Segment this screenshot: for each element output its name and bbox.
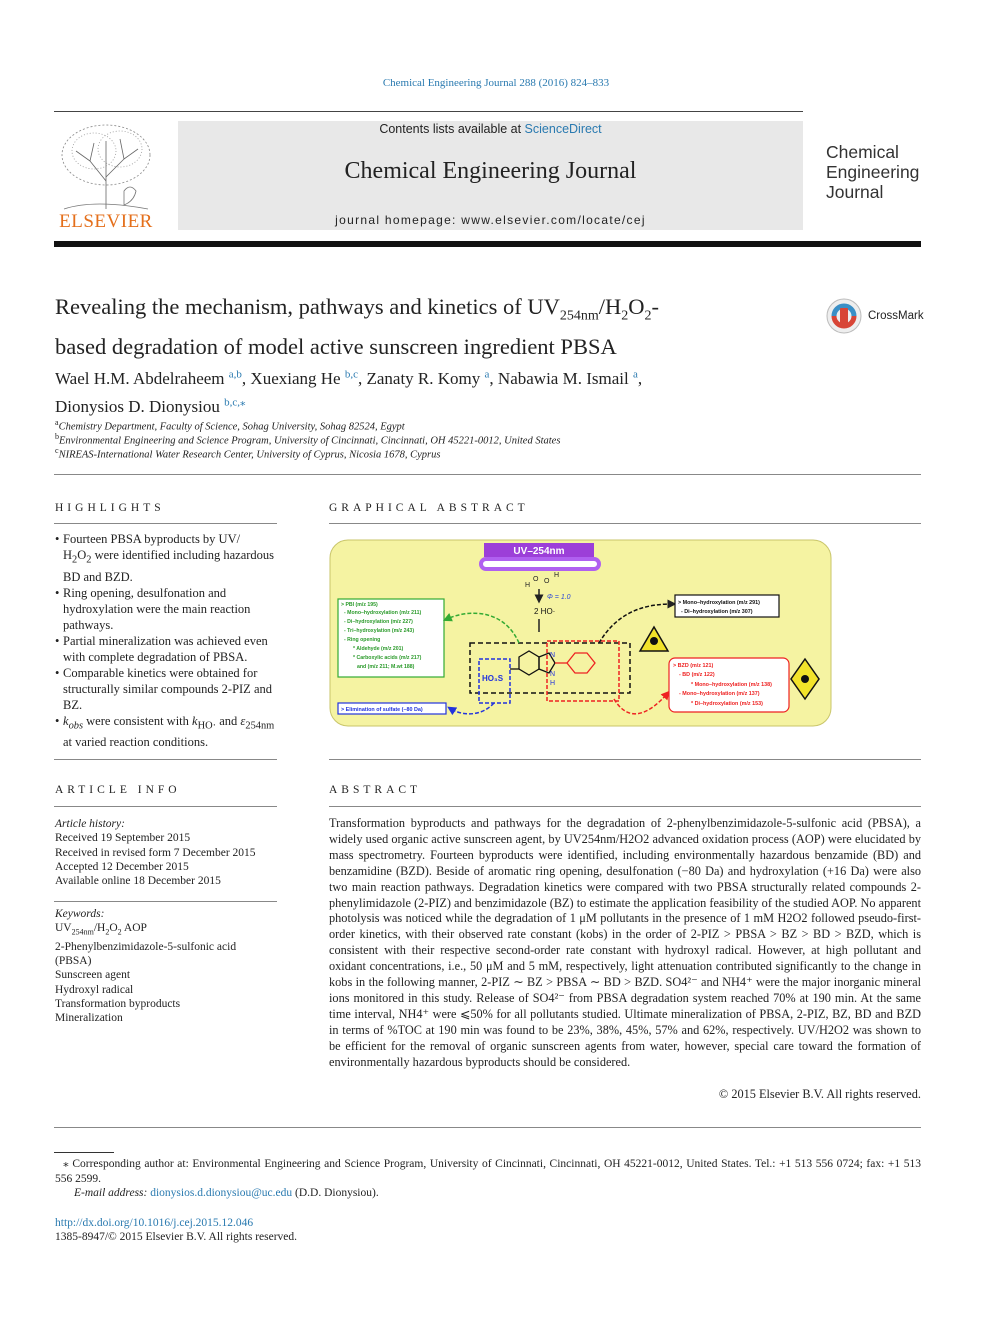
title-sub: 2: [644, 308, 652, 324]
svg-text:- Mono–hydroxylation (m/z 211): - Mono–hydroxylation (m/z 211): [344, 610, 422, 616]
svg-text:O: O: [533, 576, 539, 583]
journal-reference[interactable]: Chemical Engineering Journal 288 (2016) 824–833: [382, 77, 610, 89]
svg-text:> BZD (m/z 121): > BZD (m/z 121): [673, 663, 714, 669]
svg-text:O: O: [544, 578, 550, 585]
article-history: [55, 817, 256, 888]
svg-text:- Mono–hydroxylation (m/z 137): - Mono–hydroxylation (m/z 137): [679, 691, 760, 697]
svg-text:> Mono–hydroxylation (m/z 291): > Mono–hydroxylation (m/z 291): [678, 600, 760, 606]
header-thick-rule: [54, 241, 921, 247]
svg-text:H: H: [525, 582, 531, 589]
keyword: Hydroxyl radical: [55, 983, 134, 996]
graphical-abstract-rule: [329, 523, 921, 524]
highlight-item: • Comparable kinetics were obtained for structurally similar compounds 2-PIZ and BZ.: [55, 665, 277, 713]
svg-text:* Di–hydroxylation (m/z 153): * Di–hydroxylation (m/z 153): [691, 701, 763, 707]
h-label: H: [550, 680, 556, 687]
abstract-rule: [329, 806, 921, 807]
affiliation: $^c$NIREAS-International Water Research Center, University of Cyprus, Nicosia 1678, Cyprus: [55, 446, 441, 461]
svg-text:> PBI (m/z 195): > PBI (m/z 195): [341, 602, 378, 608]
highlights-heading: HIGHLIGHTS: [55, 502, 165, 514]
footer-rule: [54, 1127, 921, 1128]
title-sub: 254nm: [559, 308, 599, 324]
author: Zanaty R. Komy $^a$,: [366, 368, 498, 388]
journal-logo: [826, 142, 919, 202]
author: Dionysios D. Dionysiou $^{b,c,⁎}$: [55, 396, 246, 417]
affiliation: $^a$Chemistry Department, Faculty of Science, Sohag University, Sohag 82524, Egypt: [55, 418, 405, 433]
graphical-abstract-svg: [329, 539, 832, 727]
svg-text:- Ring opening: - Ring opening: [344, 637, 381, 643]
elsevier-wordmark: ELSEVIER: [59, 211, 153, 232]
highlight-item: • $k_{obs}$ were consistent with $k_{HO\cdot}$ and $\varepsilon_{254nm}$ at varied reaction conditions.: [55, 713, 277, 751]
author: Nabawia M. Ismail $^a$,: [497, 368, 643, 388]
article-info-heading: ARTICLE INFO: [55, 784, 181, 796]
email-suffix: (D.D. Dionysiou).: [292, 1187, 379, 1199]
crossmark-label: CrossMark: [868, 310, 924, 322]
author: Wael H.M. Abdelraheem $^{a,b}$,: [55, 368, 251, 388]
sciencedirect-link[interactable]: ScienceDirect: [524, 122, 602, 136]
history-label: Article history:: [55, 818, 125, 830]
journal-logo-line: Chemical: [826, 142, 899, 162]
quantum-yield-label: Φ = 1.0: [547, 594, 571, 601]
highlights-list: [55, 531, 277, 750]
elsevier-logo: [54, 121, 158, 233]
keyword: Sunscreen agent: [55, 969, 131, 982]
highlights-bottom-rule: [54, 759, 277, 760]
abstract-text: Transformation byproducts and pathways for the degradation of 2-phenylbenzimidazole-5-sulfonic acid (PBSA), a widely used organic active sunscreen agent, by UV254nm/H2O2 advanced oxidation process (AOP) were elucidated by mass spectrometry. Fourteen byproducts were identified, including environmentally hazardous benzamide (BD) and benzamidine (BZD). Beside of aromatic ring opening, desulfonation (−80 Da) and hydroxylation (+16 Da) were also two main reaction pathways. Degradation kinetics were compared with two PBSA structurally related compounds 2-phenylimidazole (2-PIZ) and benzimidazole (BZ) to estimate the application feasibility of the studied AOP. No apparent photolysis was noticed while the degradation of 1 μM pollutants in the presence of 1 mM H2O2 followed pseudo-first-order kinetics, with their observed rate constant (kobs) in the order of 2-PIZ > PBSA > BZ > BD > BZD, which is consistent with their respective second-order rate constant with hydroxyl radical. However, at high pollutant and oxidant concentrations, i.e., 50 μM and 5 mM, respectively, light attenuation contributed significantly to the change in kobs in the following manner, 2-PIZ ∼ BZ > PBSA ∼ BD > BZD. SO4²⁻ and NH4⁺ were the major inorganic mineral ions monitored in this study. Release of SO4²⁻ from PBSA degradation system reached 70% at 190 min. At the same time interval, NH4⁺ were ⩽50% for all pollutants studied. Ultimate mineralization of PBSA, 2-PIZ, BZ, BD and BZD in terms of %TOC at 190 min was found to be 23%, 38%, 45%, 57% and 62%, respectively. UV/H2O2 was shown to be efficient for the removal of organic sunscreen agents from water, however, special care toward the formation of environmentally hazardous byproducts should be considered.: [329, 816, 921, 1069]
title-part: O: [628, 294, 645, 319]
highlight-item: • Fourteen PBSA byproducts by UV/ $H_2O_2$ were identified including hazardous BD and BZD.: [55, 531, 277, 585]
highlight-item: • Partial mineralization was achieved even with complete degradation of PBSA.: [55, 633, 277, 665]
header-top-rule: [54, 111, 803, 112]
title-part: -: [651, 294, 660, 319]
crossmark-badge[interactable]: [826, 298, 924, 334]
keywords-rule: [54, 901, 277, 902]
n-label: N: [550, 671, 556, 678]
history-item: Received in revised form 7 December 2015: [55, 846, 256, 859]
svg-text:> Elimination of sulfate (–80: > Elimination of sulfate (–80 Da): [341, 707, 423, 713]
doi-link[interactable]: http://dx.doi.org/10.1016/j.cej.2015.12.046: [55, 1217, 254, 1229]
title-part: Revealing the mechanism, pathways and kinetics of UV: [55, 294, 560, 319]
hydroxyl-label: 2 HO·: [534, 607, 556, 616]
graphical-abstract-heading: GRAPHICAL ABSTRACT: [329, 502, 529, 514]
keyword: Transformation byproducts: [55, 998, 181, 1011]
graphical-abstract-figure: [329, 539, 832, 727]
affiliation: $^b$Environmental Engineering and Science Program, University of Cincinnati, Cincinnati, OH 45221-0012, United States: [55, 432, 561, 447]
keyword: (PBSA): [55, 955, 92, 968]
article-info-rule: [54, 806, 277, 807]
journal-title: Chemical Engineering Journal: [344, 158, 637, 184]
title-sub: 2: [621, 308, 629, 324]
keyword: 2-Phenylbenzimidazole-5-sulfonic acid: [55, 940, 237, 953]
uv-label: UV–254nm: [513, 546, 565, 557]
copyright: © 2015 Elsevier B.V. All rights reserved.: [718, 1087, 921, 1101]
svg-text:- BD (m/z 122): - BD (m/z 122): [679, 672, 715, 678]
history-item: Available online 18 December 2015: [55, 875, 221, 888]
svg-text:* Mono–hydroxylation (m/z 138): * Mono–hydroxylation (m/z 138): [691, 682, 772, 688]
elsevier-tree-icon: [54, 121, 158, 213]
abstract-heading: ABSTRACT: [329, 784, 422, 796]
keyword: Mineralization: [55, 1012, 123, 1025]
uv-lamp-icon: [481, 559, 599, 569]
svg-text:- Tri–hydroxylation (m/z 243): - Tri–hydroxylation (m/z 243): [344, 628, 415, 634]
svg-text:* Carboxylic acids (m/z 217): * Carboxylic acids (m/z 217): [353, 655, 422, 661]
keywords: [55, 907, 236, 1026]
n-label: N: [550, 652, 556, 659]
svg-text:and (m/z 211; M.wt 188): and (m/z 211; M.wt 188): [357, 664, 415, 670]
corresponding-author-note: ⁎ Corresponding author at: Environmental Engineering and Science Program, University of Cincinnati, Cincinnati, OH 45221-0012, United States. Tel.: +1 513 556 0724; fax: +1 513 556 2599.: [55, 1158, 921, 1185]
graphical-abstract-bottom-rule: [329, 759, 921, 760]
history-item: Accepted 12 December 2015: [55, 860, 189, 873]
journal-homepage[interactable]: journal homepage: www.elsevier.com/locate/cej: [335, 213, 646, 227]
ho3s-label: HO₃S: [482, 674, 504, 683]
highlights-rule: [54, 523, 277, 524]
svg-text:* Aldehyde (m/z 201): * Aldehyde (m/z 201): [353, 646, 404, 652]
svg-text:H: H: [554, 572, 560, 579]
svg-text:- Di–hydroxylation (m/z 227): - Di–hydroxylation (m/z 227): [344, 619, 413, 625]
email-label: E-mail address:: [74, 1187, 151, 1199]
highlight-item: • Ring opening, desulfonation and hydroxylation were the main reaction pathways.: [55, 585, 277, 633]
keywords-label: Keywords:: [55, 908, 105, 920]
footnote-rule: [54, 1152, 114, 1153]
email-line: [74, 1187, 379, 1199]
title-part: /H: [598, 294, 622, 319]
title-line-2: based degradation of model active sunscreen ingredient PBSA: [55, 333, 617, 359]
author-list: [55, 362, 775, 419]
contents-prefix: Contents lists available at: [379, 122, 525, 136]
crossmark-icon: [826, 298, 862, 334]
author: Xuexiang He $^{b,c}$,: [250, 368, 367, 388]
journal-logo-line: Journal: [826, 182, 884, 202]
history-item: Received 19 September 2015: [55, 832, 191, 845]
article-title: [55, 292, 775, 362]
email-link[interactable]: dionysios.d.dionysiou@uc.edu: [150, 1187, 293, 1199]
keyword: $UV_{254nm}/H_2O_2$ AOP: [55, 922, 147, 937]
journal-logo-line: Engineering: [826, 162, 920, 182]
svg-text:- Di–hydroxylation (m/z 307): - Di–hydroxylation (m/z 307): [681, 609, 753, 615]
contents-line: [178, 122, 803, 136]
affiliation-rule: [54, 474, 921, 475]
issn-line: 1385-8947/© 2015 Elsevier B.V. All rights reserved.: [55, 1231, 298, 1243]
